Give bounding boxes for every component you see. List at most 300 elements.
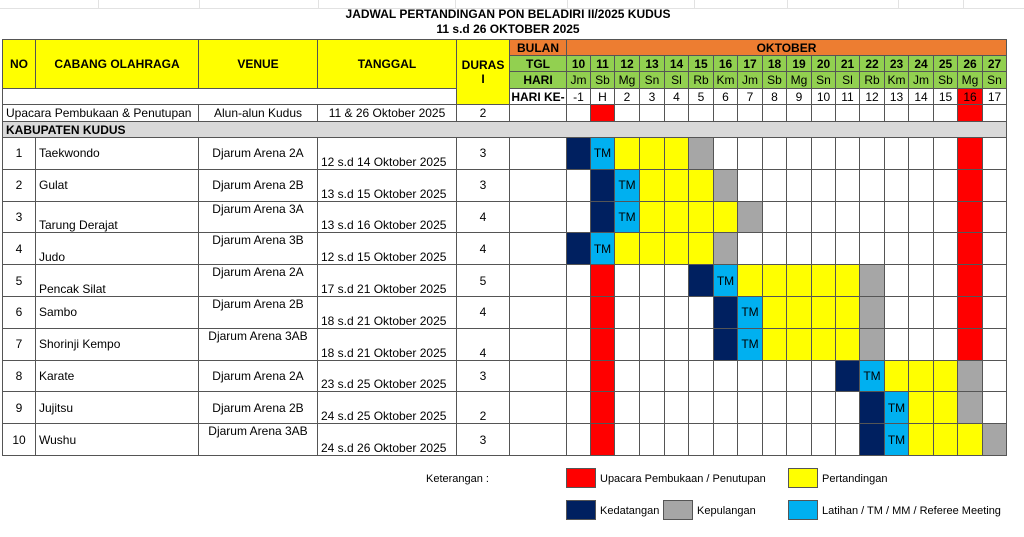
header-venue: VENUE — [199, 40, 318, 89]
timeline-cell — [836, 392, 860, 424]
timeline-cell — [934, 265, 958, 297]
timeline-cell — [714, 360, 738, 392]
row-cabang: Taekwondo — [36, 138, 199, 170]
day-number-cell: 2 — [615, 89, 640, 105]
row-cabang: Gulat — [36, 169, 199, 201]
weekday-cell: Mg — [615, 72, 640, 89]
timeline-cell — [885, 328, 909, 360]
weekday-cell: Mg — [958, 72, 983, 89]
timeline-cell — [885, 265, 909, 297]
table-row — [3, 233, 1007, 265]
row-durasi: 3 — [457, 138, 510, 170]
timeline-cell — [836, 424, 860, 456]
date-cell: 19 — [787, 56, 812, 72]
timeline-cell — [885, 233, 909, 265]
row-tanggal: 23 s.d 25 Oktober 2025 — [318, 360, 457, 392]
timeline-cell — [567, 265, 591, 297]
timeline-cell-red — [591, 265, 615, 297]
timeline-cell-red — [958, 296, 983, 328]
timeline-cell-yel — [714, 201, 738, 233]
header-hari: HARI — [510, 72, 567, 89]
legend-swatch — [788, 468, 818, 488]
legend-label: Kepulangan — [697, 505, 756, 517]
day-number-cell: 4 — [665, 89, 689, 105]
timeline-cell — [909, 265, 934, 297]
timeline-cell — [909, 296, 934, 328]
row-durasi: 5 — [457, 265, 510, 297]
row-blank — [510, 138, 567, 170]
timeline-cell — [860, 138, 885, 170]
row-durasi: 3 — [457, 169, 510, 201]
timeline-cell-tm: TM — [591, 233, 615, 265]
timeline-cell — [787, 138, 812, 170]
row-durasi: 2 — [457, 392, 510, 424]
timeline-cell-tm: TM — [738, 328, 763, 360]
header-tgl: TGL — [510, 56, 567, 72]
timeline-cell — [567, 328, 591, 360]
timeline-cell — [665, 296, 689, 328]
row-durasi: 3 — [457, 424, 510, 456]
table-row — [3, 328, 1007, 360]
date-cell: 13 — [640, 56, 665, 72]
timeline-cell-red — [958, 265, 983, 297]
timeline-cell — [909, 138, 934, 170]
timeline-cell-yel — [958, 424, 983, 456]
page-subtitle: 11 s.d 26 OKTOBER 2025 — [436, 22, 580, 36]
timeline-cell-tm: TM — [885, 424, 909, 456]
row-tanggal: 13 s.d 16 Oktober 2025 — [318, 201, 457, 233]
row-blank — [510, 360, 567, 392]
timeline-cell — [909, 105, 934, 122]
timeline-cell — [567, 360, 591, 392]
timeline-cell-red — [591, 328, 615, 360]
row-no: 9 — [3, 392, 36, 424]
timeline-cell-yel — [787, 296, 812, 328]
row-venue: Djarum Arena 2B — [199, 392, 318, 424]
timeline-cell-red — [591, 360, 615, 392]
timeline-cell — [615, 392, 640, 424]
ceremony-label: Upacara Pembukaan & Penutupan — [3, 105, 199, 122]
timeline-cell — [738, 392, 763, 424]
timeline-cell — [885, 138, 909, 170]
timeline-cell — [738, 169, 763, 201]
timeline-cell — [615, 296, 640, 328]
row-tanggal: 13 s.d 15 Oktober 2025 — [318, 169, 457, 201]
header-cabang: CABANG OLAHRAGA — [36, 40, 199, 89]
day-number-cell: 15 — [934, 89, 958, 105]
timeline-cell — [836, 233, 860, 265]
timeline-cell — [567, 169, 591, 201]
row-durasi: 4 — [457, 328, 510, 360]
timeline-cell — [689, 392, 714, 424]
timeline-cell — [640, 296, 665, 328]
timeline-cell — [909, 169, 934, 201]
timeline-cell-gry — [714, 233, 738, 265]
date-cell: 17 — [738, 56, 763, 72]
ceremony-blank — [510, 105, 567, 122]
timeline-cell — [714, 392, 738, 424]
timeline-cell-yel — [763, 296, 787, 328]
timeline-cell-gry — [958, 360, 983, 392]
day-number-cell: 7 — [738, 89, 763, 105]
timeline-cell — [640, 424, 665, 456]
timeline-cell-red — [958, 328, 983, 360]
timeline-cell — [983, 105, 1007, 122]
date-cell: 26 — [958, 56, 983, 72]
row-blank — [510, 201, 567, 233]
timeline-cell — [763, 360, 787, 392]
row-venue: Djarum Arena 2B — [199, 169, 318, 201]
table-row — [3, 424, 1007, 456]
table-row — [3, 169, 1007, 201]
timeline-cell-yel — [934, 360, 958, 392]
row-cabang: Jujitsu — [36, 392, 199, 424]
timeline-cell — [860, 233, 885, 265]
timeline-cell-yel — [836, 328, 860, 360]
timeline-cell-gry — [958, 392, 983, 424]
weekday-cell: Km — [885, 72, 909, 89]
header-tanggal: TANGGAL — [318, 40, 457, 89]
timeline-cell — [714, 424, 738, 456]
day-number-cell: 3 — [640, 89, 665, 105]
row-venue: Djarum Arena 3A — [199, 201, 318, 233]
timeline-cell-yel — [812, 328, 836, 360]
day-number-cell: 13 — [885, 89, 909, 105]
timeline-cell-yel — [909, 392, 934, 424]
timeline-cell-red — [958, 138, 983, 170]
timeline-cell — [860, 105, 885, 122]
date-cell: 22 — [860, 56, 885, 72]
page-title: JADWAL PERTANDINGAN PON BELADIRI II/2025 KUDUS — [345, 7, 671, 21]
table-row — [3, 265, 1007, 297]
timeline-cell-yel — [787, 265, 812, 297]
day-number-cell: 17 — [983, 89, 1007, 105]
timeline-cell-yel — [665, 201, 689, 233]
timeline-cell-yel — [812, 296, 836, 328]
timeline-cell-yel — [812, 265, 836, 297]
timeline-cell-yel — [640, 169, 665, 201]
row-durasi: 4 — [457, 233, 510, 265]
timeline-cell-tm: TM — [860, 360, 885, 392]
row-venue: Djarum Arena 2A — [199, 360, 318, 392]
day-number-cell: 16 — [958, 89, 983, 105]
timeline-cell — [983, 328, 1007, 360]
timeline-cell — [860, 169, 885, 201]
row-venue: Djarum Arena 2B — [199, 296, 318, 328]
row-blank — [510, 169, 567, 201]
header-bulan: BULAN — [510, 40, 567, 56]
timeline-cell-nav — [591, 201, 615, 233]
timeline-cell — [714, 138, 738, 170]
row-cabang: Judo — [36, 233, 199, 265]
timeline-cell — [787, 360, 812, 392]
date-cell: 27 — [983, 56, 1007, 72]
row-blank — [510, 424, 567, 456]
header-durasi — [457, 40, 510, 105]
timeline-cell-yel — [640, 201, 665, 233]
timeline-cell — [934, 138, 958, 170]
timeline-cell-nav — [714, 296, 738, 328]
timeline-cell — [836, 169, 860, 201]
row-durasi: 4 — [457, 201, 510, 233]
row-venue: Djarum Arena 3AB — [199, 424, 318, 456]
timeline-cell — [615, 265, 640, 297]
timeline-cell-yel — [909, 424, 934, 456]
weekday-cell: Jm — [738, 72, 763, 89]
timeline-cell — [836, 105, 860, 122]
row-blank — [510, 296, 567, 328]
timeline-cell — [787, 392, 812, 424]
row-tanggal: 24 s.d 25 Oktober 2025 — [318, 392, 457, 424]
legend-label: Pertandingan — [822, 473, 888, 485]
timeline-cell-yel — [885, 360, 909, 392]
row-blank — [510, 328, 567, 360]
date-cell: 24 — [909, 56, 934, 72]
date-cell: 21 — [836, 56, 860, 72]
timeline-cell — [983, 169, 1007, 201]
timeline-cell — [665, 424, 689, 456]
row-no: 4 — [3, 233, 36, 265]
timeline-cell-tm: TM — [714, 265, 738, 297]
schedule-table — [2, 39, 1007, 456]
weekday-cell: Sl — [836, 72, 860, 89]
timeline-cell-yel — [615, 138, 640, 170]
timeline-cell — [885, 105, 909, 122]
timeline-cell — [934, 233, 958, 265]
timeline-cell-yel — [665, 169, 689, 201]
timeline-cell — [787, 169, 812, 201]
row-no: 2 — [3, 169, 36, 201]
weekday-cell: Jm — [567, 72, 591, 89]
timeline-cell — [812, 169, 836, 201]
header-hari-ke: HARI KE- — [511, 89, 565, 104]
row-no: 6 — [3, 296, 36, 328]
timeline-cell-tm: TM — [615, 201, 640, 233]
timeline-cell-tm: TM — [738, 296, 763, 328]
timeline-cell — [860, 201, 885, 233]
timeline-cell-yel — [640, 233, 665, 265]
timeline-cell — [665, 360, 689, 392]
timeline-cell-red — [591, 424, 615, 456]
ceremony-venue: Alun-alun Kudus — [199, 105, 318, 122]
timeline-cell — [983, 265, 1007, 297]
legend-swatch — [788, 500, 818, 520]
table-row — [3, 360, 1007, 392]
timeline-cell — [689, 105, 714, 122]
timeline-cell-yel — [763, 265, 787, 297]
timeline-cell — [763, 201, 787, 233]
timeline-cell — [812, 424, 836, 456]
timeline-cell — [787, 105, 812, 122]
weekday-cell: Mg — [787, 72, 812, 89]
timeline-cell-red — [958, 105, 983, 122]
timeline-cell — [934, 201, 958, 233]
legend-label: Latihan / TM / MM / Referee Meeting — [822, 505, 1001, 517]
timeline-cell-yel — [763, 328, 787, 360]
day-number-cell: 14 — [909, 89, 934, 105]
timeline-cell — [763, 105, 787, 122]
date-cell: 16 — [714, 56, 738, 72]
timeline-cell-gry — [714, 169, 738, 201]
timeline-cell — [689, 360, 714, 392]
timeline-cell — [909, 233, 934, 265]
timeline-cell — [885, 296, 909, 328]
weekday-cell: Sb — [591, 72, 615, 89]
table-row — [3, 392, 1007, 424]
timeline-cell-red — [591, 105, 615, 122]
row-venue: Djarum Arena 3AB — [199, 328, 318, 360]
row-tanggal: 18 s.d 21 Oktober 2025 — [318, 296, 457, 328]
row-cabang: Karate — [36, 360, 199, 392]
timeline-cell — [738, 360, 763, 392]
timeline-cell — [763, 233, 787, 265]
header-no: NO — [3, 40, 36, 89]
timeline-cell — [567, 296, 591, 328]
date-cell: 11 — [591, 56, 615, 72]
timeline-cell — [689, 296, 714, 328]
timeline-cell-gry — [860, 328, 885, 360]
day-number-cell: 11 — [836, 89, 860, 105]
timeline-cell-yel — [689, 201, 714, 233]
weekday-cell: Sb — [934, 72, 958, 89]
timeline-cell — [738, 138, 763, 170]
timeline-cell — [983, 296, 1007, 328]
timeline-cell — [640, 360, 665, 392]
timeline-cell — [812, 201, 836, 233]
date-cell: 12 — [615, 56, 640, 72]
timeline-cell-red — [958, 201, 983, 233]
day-number-cell: H — [591, 89, 615, 105]
timeline-cell — [567, 424, 591, 456]
weekday-cell: Sn — [812, 72, 836, 89]
timeline-cell — [763, 424, 787, 456]
timeline-cell — [640, 265, 665, 297]
date-cell: 18 — [763, 56, 787, 72]
timeline-cell-gry — [738, 201, 763, 233]
row-venue: Djarum Arena 2A — [199, 265, 318, 297]
timeline-cell-gry — [689, 138, 714, 170]
timeline-cell — [812, 392, 836, 424]
timeline-cell-gry — [983, 424, 1007, 456]
timeline-cell — [836, 138, 860, 170]
timeline-cell-yel — [615, 233, 640, 265]
timeline-cell — [812, 138, 836, 170]
row-blank — [510, 233, 567, 265]
timeline-cell — [983, 138, 1007, 170]
weekday-cell: Rb — [689, 72, 714, 89]
weekday-cell: Sl — [665, 72, 689, 89]
header-durasi-line2: I — [481, 72, 485, 86]
row-blank — [510, 392, 567, 424]
timeline-cell — [763, 138, 787, 170]
table-row — [3, 201, 1007, 233]
day-number-cell: 8 — [763, 89, 787, 105]
weekday-cell: Rb — [860, 72, 885, 89]
timeline-cell-nav — [591, 169, 615, 201]
weekday-cell: Sn — [983, 72, 1007, 89]
ceremony-durasi: 2 — [457, 105, 510, 122]
timeline-cell-yel — [934, 392, 958, 424]
timeline-cell — [567, 392, 591, 424]
timeline-cell-yel — [640, 138, 665, 170]
row-no: 10 — [3, 424, 36, 456]
row-blank — [510, 265, 567, 297]
timeline-cell-nav — [689, 265, 714, 297]
timeline-cell — [640, 392, 665, 424]
timeline-cell — [665, 105, 689, 122]
date-cell: 23 — [885, 56, 909, 72]
timeline-cell — [787, 201, 812, 233]
timeline-cell — [689, 424, 714, 456]
date-cell: 15 — [689, 56, 714, 72]
row-durasi: 4 — [457, 296, 510, 328]
timeline-cell-nav — [714, 328, 738, 360]
timeline-cell — [934, 105, 958, 122]
timeline-cell-yel — [665, 233, 689, 265]
timeline-cell — [615, 328, 640, 360]
timeline-cell-red — [591, 296, 615, 328]
timeline-cell — [640, 105, 665, 122]
timeline-cell-yel — [836, 265, 860, 297]
row-cabang: Pencak Silat — [36, 265, 199, 297]
row-tanggal: 18 s.d 21 Oktober 2025 — [318, 328, 457, 360]
timeline-cell — [787, 233, 812, 265]
timeline-cell — [909, 201, 934, 233]
day-number-cell: 6 — [714, 89, 738, 105]
timeline-cell — [909, 328, 934, 360]
row-cabang: Sambo — [36, 296, 199, 328]
timeline-cell — [934, 328, 958, 360]
timeline-cell — [763, 392, 787, 424]
weekday-cell: Sb — [763, 72, 787, 89]
timeline-cell — [714, 105, 738, 122]
row-tanggal: 17 s.d 21 Oktober 2025 — [318, 265, 457, 297]
timeline-cell-red — [958, 169, 983, 201]
timeline-cell — [763, 169, 787, 201]
legend-swatch — [566, 468, 596, 488]
timeline-cell — [812, 105, 836, 122]
section-header: KABUPATEN KUDUS — [3, 122, 1007, 138]
timeline-cell-nav — [836, 360, 860, 392]
timeline-cell — [738, 233, 763, 265]
timeline-cell — [934, 296, 958, 328]
legend-swatch — [566, 500, 596, 520]
timeline-cell-yel — [689, 169, 714, 201]
timeline-cell-red — [591, 392, 615, 424]
timeline-cell — [738, 424, 763, 456]
timeline-cell-tm: TM — [615, 169, 640, 201]
row-cabang: Wushu — [36, 424, 199, 456]
row-no: 5 — [3, 265, 36, 297]
timeline-cell-nav — [567, 233, 591, 265]
timeline-cell-yel — [909, 360, 934, 392]
timeline-cell-yel — [689, 233, 714, 265]
timeline-cell — [983, 360, 1007, 392]
legend-label: Kedatangan — [600, 505, 660, 517]
legend-swatch — [663, 500, 693, 520]
timeline-cell — [567, 201, 591, 233]
row-no: 3 — [3, 201, 36, 233]
timeline-cell-yel — [665, 138, 689, 170]
timeline-cell — [836, 201, 860, 233]
timeline-cell-tm: TM — [591, 138, 615, 170]
date-cell: 14 — [665, 56, 689, 72]
day-number-cell: 10 — [812, 89, 836, 105]
timeline-cell — [665, 392, 689, 424]
legend-label: Upacara Pembukaan / Penutupan — [600, 473, 766, 485]
timeline-cell — [934, 169, 958, 201]
row-cabang: Tarung Derajat — [36, 201, 199, 233]
